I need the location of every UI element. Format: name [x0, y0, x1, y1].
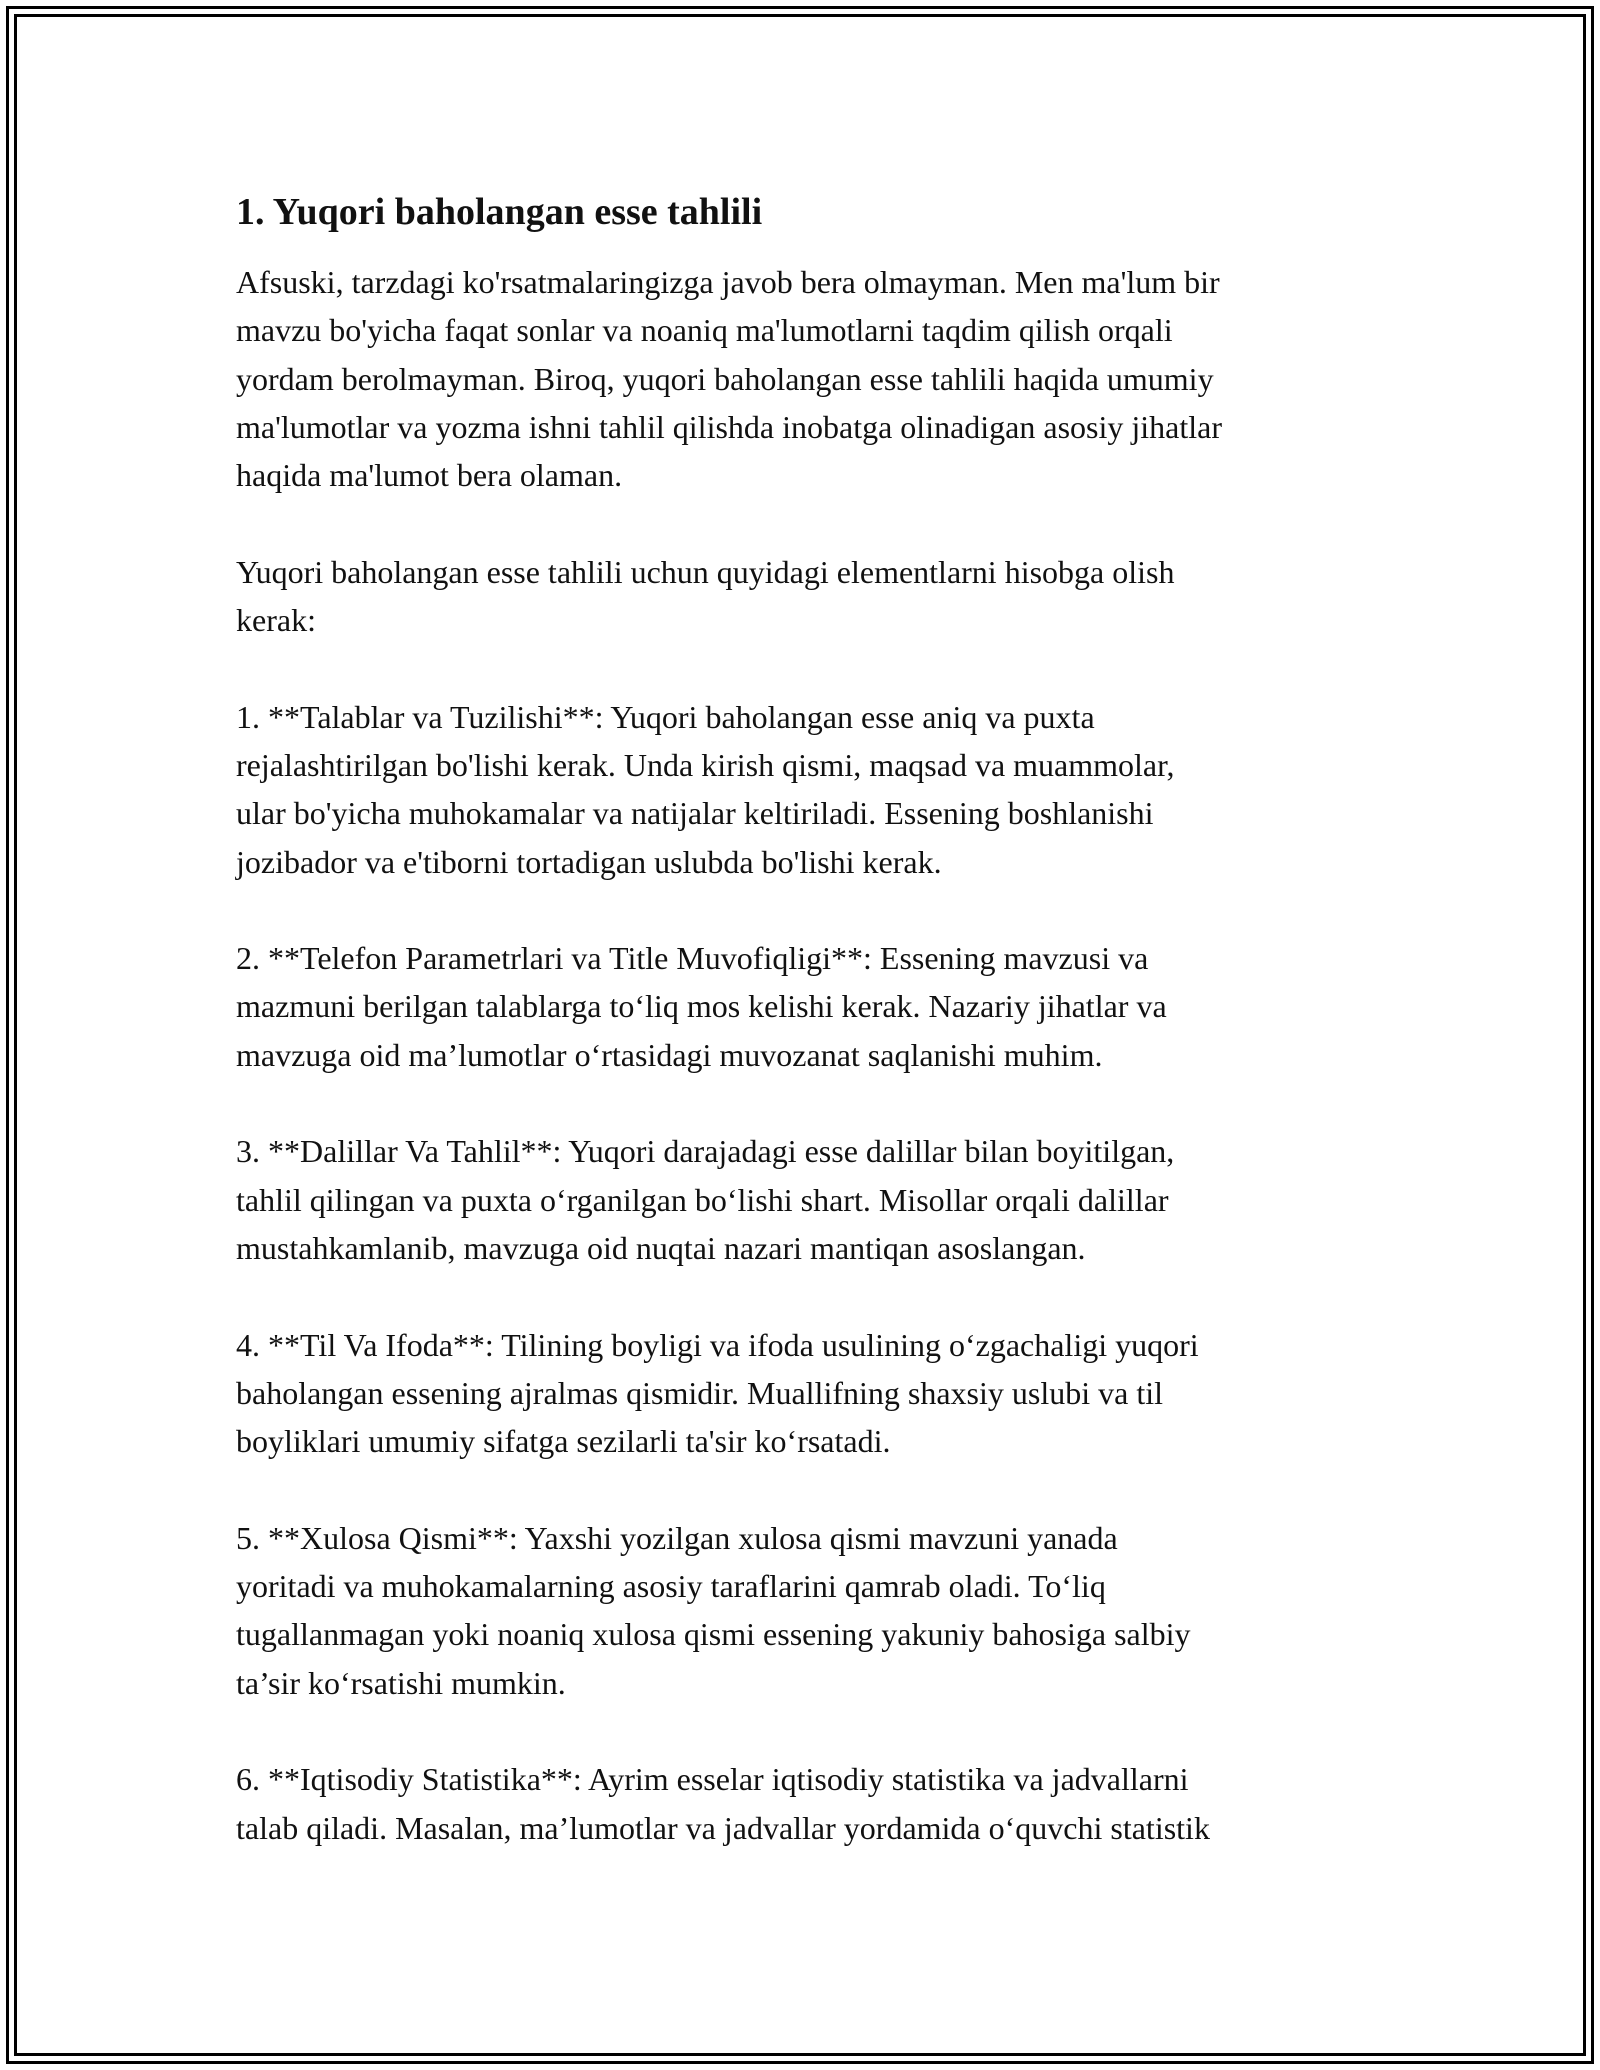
paragraph-item-6: 6. **Iqtisodiy Statistika**: Ayrim esselar iqtisodiy statistika va jadvallarni talab qiladi. Masalan, ma’lumotlar va jadvallar yordamida o‘quvchi statistik: [236, 1761, 1210, 1846]
paragraph-item-2: 2. **Telefon Parametrlari va Title Muvofiqligi**: Essening mavzusi va mazmuni berilgan talablarga to‘liq mos kelishi kerak. Nazariy jihatlar va mavzuga oid ma’lumotlar o‘rtasidagi muvozanat saqlanishi muhim.: [236, 940, 1167, 1073]
document-title: 1. Yuqori baholangan esse tahlili: [236, 191, 763, 233]
document-body: [236, 186, 1376, 1852]
paragraph-item-4: 4. **Til Va Ifoda**: Tilining boyligi va ifoda usulining o‘zgachaligi yuqori baholangan essening ajralmas qismidir. Muallifning shaxsiy uslubi va til boyliklari umumiy sifatga sezilarli ta'sir ko‘rsatadi.: [236, 1326, 1199, 1460]
paragraph-item-5: 5. **Xulosa Qismi**: Yaxshi yozilgan xulosa qismi mavzuni yanada yoritadi va muhokamalarning asosiy taraflarini qamrab oladi. To‘liq tugallanmagan yoki noaniq xulosa qismi essening yakuniy bahosiga salbiy ta’sir ko‘rsatishi mumkin.: [236, 1519, 1191, 1701]
paragraph-item-1: 1. **Talablar va Tuzilishi**: Yuqori baholangan esse aniq va puxta rejalashtirilgan bo'lishi kerak. Unda kirish qismi, maqsad va muammolar, ular bo'yicha muhokamalar va natijalar keltiriladi. Essening boshlanishi jozibador va e'tiborni tortadigan uslubda bo'lishi kerak.: [236, 698, 1175, 880]
paragraph-elements-lead: Yuqori baholangan esse tahlili uchun quyidagi elementlarni hisobga olish kerak:: [236, 553, 1175, 639]
paragraph-intro: Afsuski, tarzdagi ko'rsatmalaringizga javob bera olmayman. Men ma'lum bir mavzu bo'yicha faqat sonlar va noaniq ma'lumotlarni taqdim qilish orqali yordam berolmayman. Biroq, yuqori baholangan esse tahlili haqida umumiy ma'lumotlar va yozma ishni tahlil qilishda inobatga olinadigan asosiy jihatlar haqida ma'lumot bera olaman.: [236, 264, 1222, 494]
paragraph-item-3: 3. **Dalillar Va Tahlil**: Yuqori darajadagi esse dalillar bilan boyitilgan, tahlil qilingan va puxta o‘rganilgan bo‘lishi shart. Misollar orqali dalillar mustahkamlanib, mavzuga oid nuqtai nazari mantiqan asoslangan.: [236, 1133, 1175, 1266]
